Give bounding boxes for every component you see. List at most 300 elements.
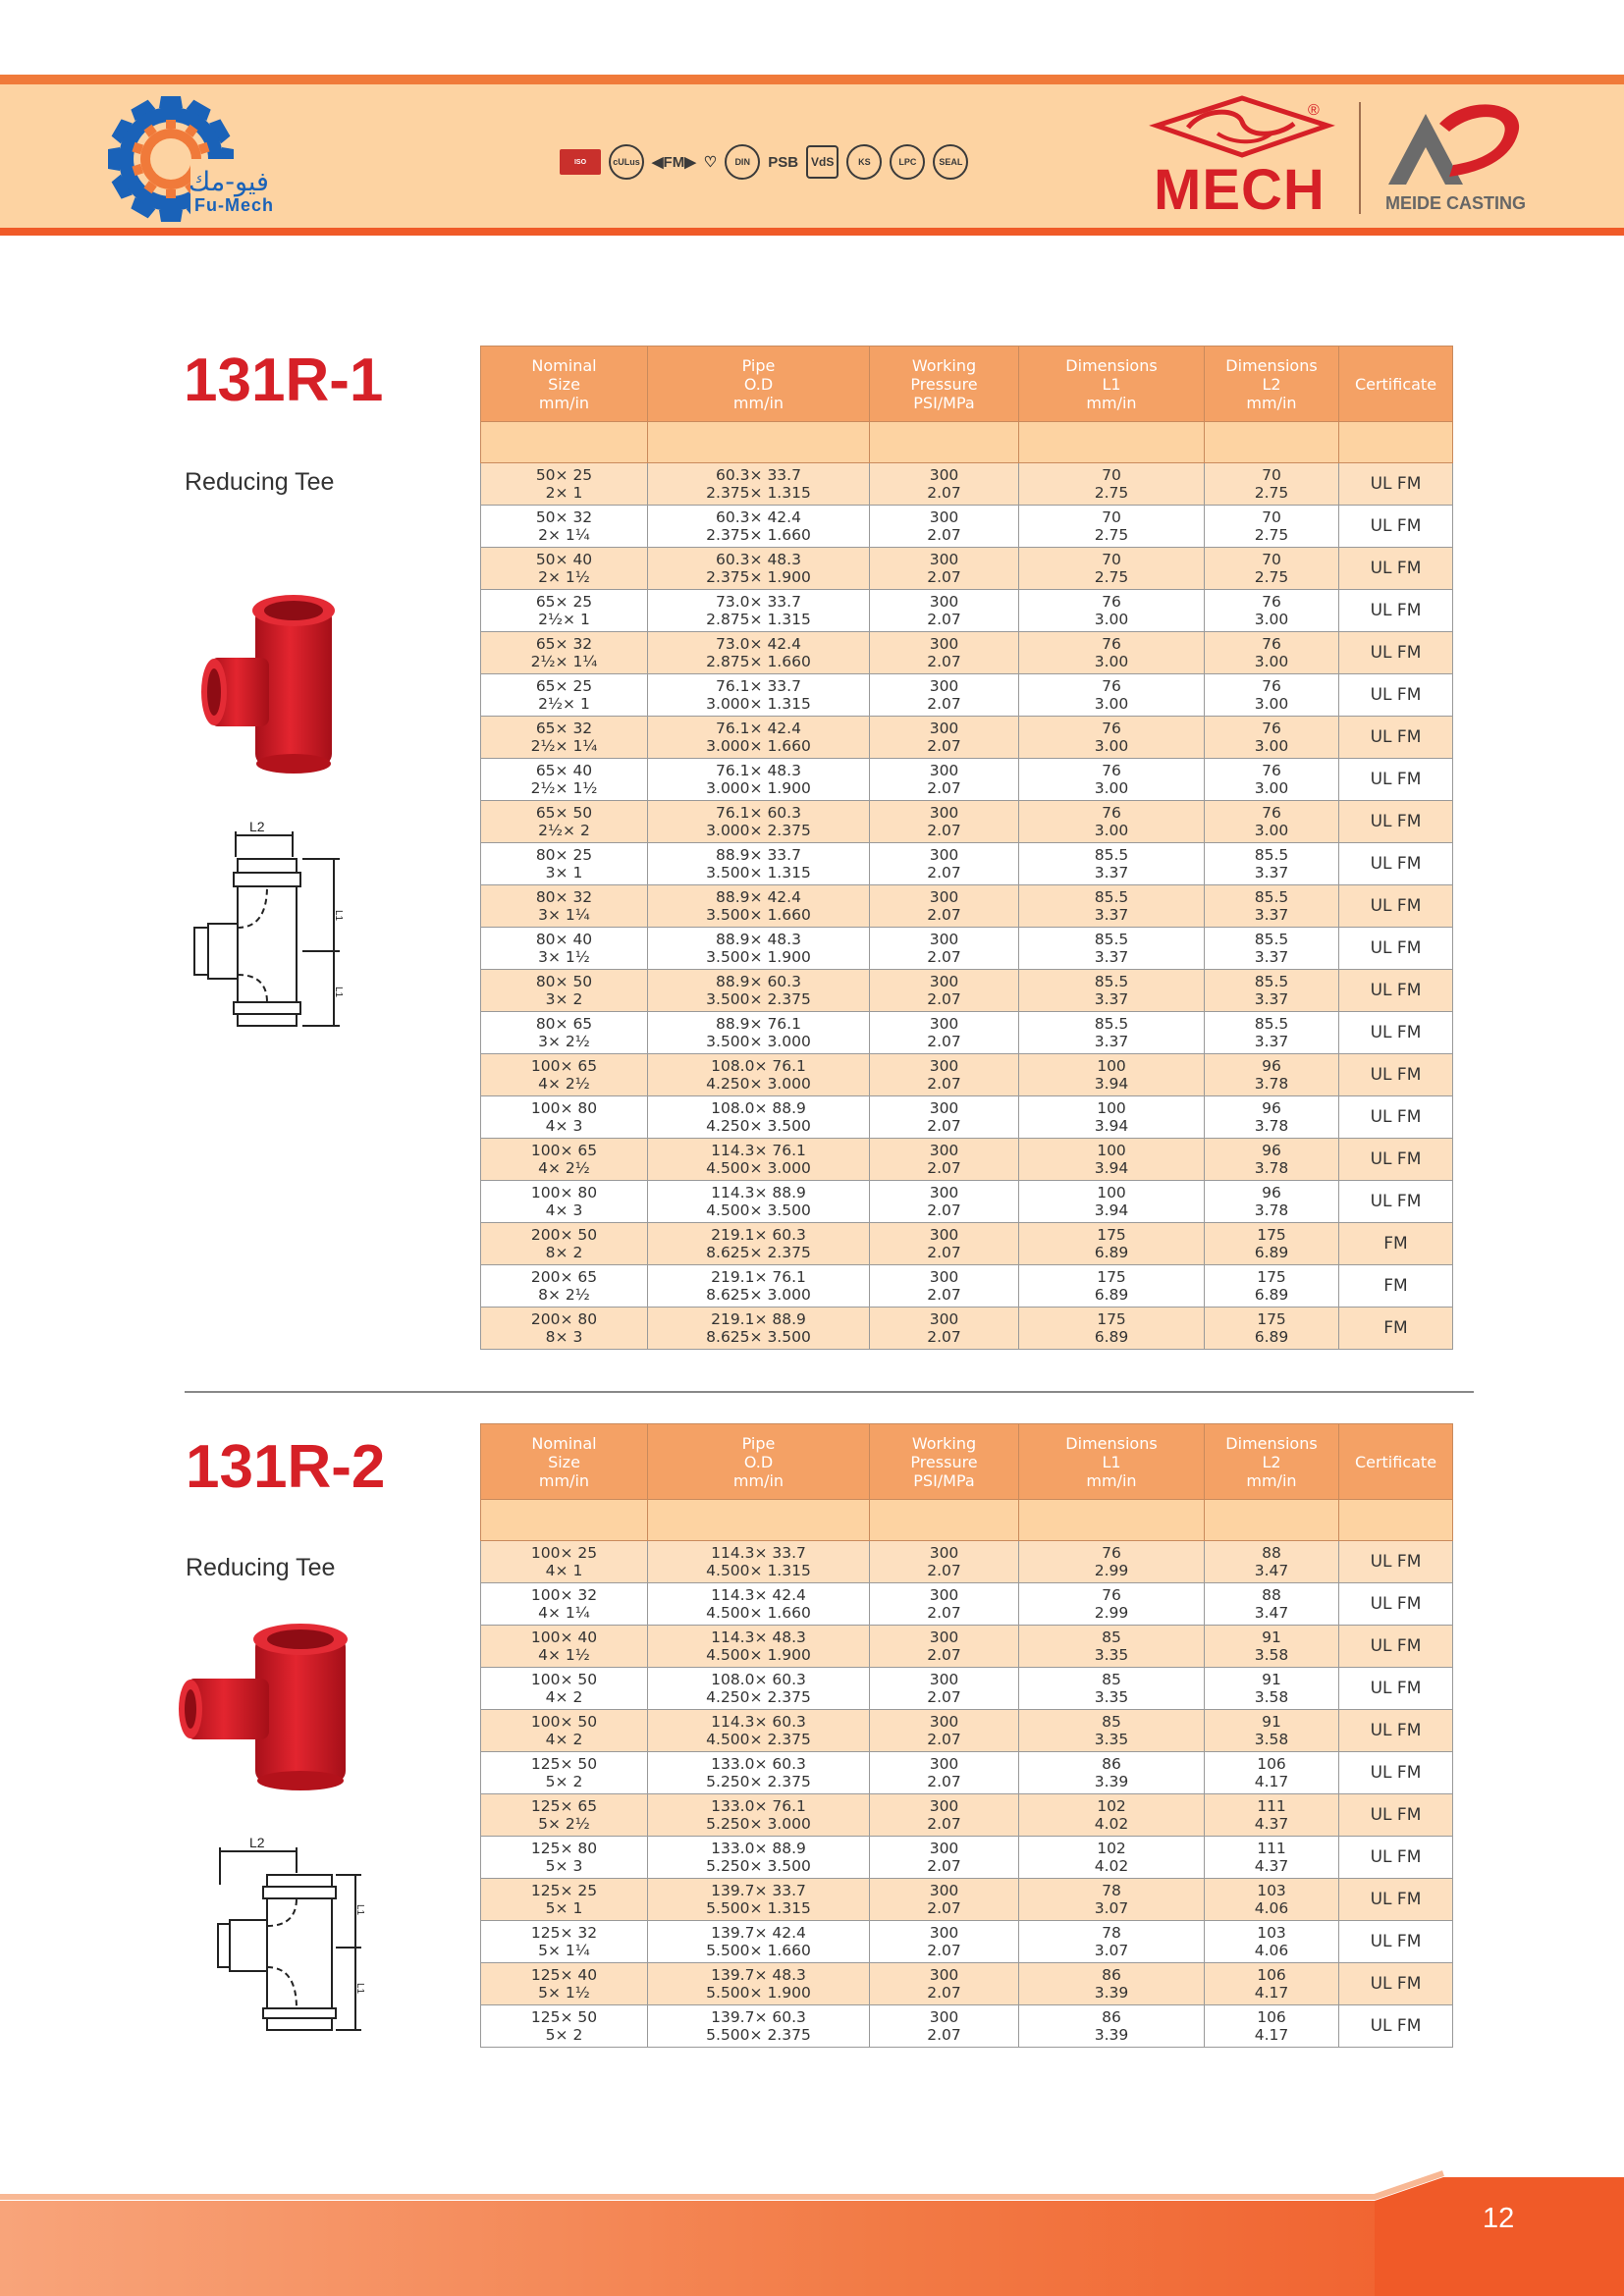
table-row bbox=[481, 1837, 1453, 1879]
metric-value: 300 bbox=[929, 931, 959, 948]
table-cell bbox=[870, 1921, 1019, 1963]
spacer-cell bbox=[1205, 1500, 1339, 1541]
imperial-value: 3.00 bbox=[1254, 822, 1289, 839]
metric-value: 175 bbox=[1257, 1310, 1286, 1328]
imperial-value: 2½× 1 bbox=[538, 695, 590, 713]
imperial-value: 2.07 bbox=[927, 1731, 961, 1748]
footer-band bbox=[0, 2177, 1624, 2296]
metric-value: 300 bbox=[929, 1015, 959, 1033]
table-cell bbox=[1205, 970, 1339, 1012]
imperial-value: 4.17 bbox=[1254, 2026, 1289, 2044]
column-header bbox=[648, 347, 870, 422]
imperial-value: 2.75 bbox=[1094, 526, 1129, 544]
column-header-line: mm/in bbox=[732, 1470, 785, 1490]
table-row bbox=[481, 759, 1453, 801]
table-cell bbox=[648, 1921, 870, 1963]
table-cell bbox=[1019, 590, 1205, 632]
reducing-tee-drawing bbox=[208, 1835, 370, 2037]
drawing-l1-label: L1 bbox=[333, 910, 344, 922]
certificate-cell: UL FM bbox=[1339, 843, 1453, 885]
table-cell bbox=[481, 928, 648, 970]
metric-value: 76 bbox=[1102, 762, 1121, 779]
table-cell bbox=[870, 970, 1019, 1012]
table-cell bbox=[1205, 1879, 1339, 1921]
imperial-value: 5.500× 1.660 bbox=[706, 1942, 811, 1959]
imperial-value: 2.07 bbox=[927, 611, 961, 628]
table-cell bbox=[648, 2005, 870, 2048]
column-header bbox=[1339, 347, 1453, 422]
certificate-cell: UL FM bbox=[1339, 506, 1453, 548]
imperial-value: 2.07 bbox=[927, 653, 961, 670]
metric-value: 85.5 bbox=[1254, 931, 1289, 948]
section-1-subtitle: Reducing Tee bbox=[185, 468, 335, 496]
table-row bbox=[481, 1054, 1453, 1096]
table-cell bbox=[1205, 1265, 1339, 1308]
certificate-cell: UL FM bbox=[1339, 970, 1453, 1012]
certificate-cell: UL FM bbox=[1339, 1752, 1453, 1794]
column-header-line: mm/in bbox=[732, 393, 785, 412]
table-cell bbox=[481, 463, 648, 506]
certificate-cell: UL FM bbox=[1339, 1583, 1453, 1626]
table-cell bbox=[1019, 1626, 1205, 1668]
metric-value: 300 bbox=[929, 1268, 959, 1286]
imperial-value: 8.625× 3.000 bbox=[706, 1286, 811, 1304]
certificate-cell: UL FM bbox=[1339, 1921, 1453, 1963]
certificate-cell: UL FM bbox=[1339, 1012, 1453, 1054]
imperial-value: 3.39 bbox=[1094, 1773, 1129, 1790]
table-cell bbox=[648, 1583, 870, 1626]
certificate-cell: UL FM bbox=[1339, 717, 1453, 759]
imperial-value: 4.500× 3.000 bbox=[706, 1159, 811, 1177]
imperial-value: 4.17 bbox=[1254, 1773, 1289, 1790]
metric-value: 85.5 bbox=[1094, 931, 1129, 948]
certificate-cell: UL FM bbox=[1339, 1710, 1453, 1752]
table-cell bbox=[1205, 1963, 1339, 2005]
metric-value: 91 bbox=[1262, 1671, 1281, 1688]
table-cell bbox=[481, 1668, 648, 1710]
column-header-line: Pipe bbox=[741, 1433, 776, 1453]
column-header-line: mm/in bbox=[538, 393, 590, 412]
metric-value: 300 bbox=[929, 846, 959, 864]
imperial-value: 5× 2 bbox=[545, 2026, 583, 2044]
table-row bbox=[481, 1626, 1453, 1668]
column-header-line: O.D bbox=[743, 374, 774, 394]
table-cell bbox=[648, 1879, 870, 1921]
metric-value: 88.9× 76.1 bbox=[716, 1015, 801, 1033]
table-cell bbox=[1205, 843, 1339, 885]
metric-value: 125× 50 bbox=[530, 2008, 598, 2026]
loss-prevention-logo: LPC bbox=[890, 144, 925, 180]
table-cell bbox=[481, 801, 648, 843]
column-header-line: Size bbox=[548, 1452, 580, 1471]
imperial-value: 3.00 bbox=[1094, 822, 1129, 839]
metric-value: 100× 80 bbox=[530, 1184, 598, 1201]
imperial-value: 3.94 bbox=[1094, 1075, 1129, 1093]
metric-value: 76 bbox=[1102, 593, 1121, 611]
metric-value: 106 bbox=[1257, 1755, 1286, 1773]
metric-value: 100× 65 bbox=[530, 1057, 598, 1075]
imperial-value: 3.58 bbox=[1254, 1731, 1289, 1748]
metric-value: 86 bbox=[1102, 1966, 1121, 1984]
ks-logo: KS bbox=[846, 144, 882, 180]
metric-value: 76 bbox=[1262, 593, 1281, 611]
table-cell bbox=[1019, 970, 1205, 1012]
meide-brand-name: MEIDE CASTING bbox=[1385, 193, 1527, 213]
imperial-value: 2½× 1½ bbox=[530, 779, 598, 797]
table-cell bbox=[648, 1794, 870, 1837]
certificate-cell: UL FM bbox=[1339, 674, 1453, 717]
imperial-value: 2× 1 bbox=[545, 484, 583, 502]
metric-value: 76.1× 42.4 bbox=[716, 720, 801, 737]
table-body bbox=[481, 422, 1453, 1350]
metric-value: 125× 40 bbox=[530, 1966, 598, 1984]
imperial-value: 3.500× 2.375 bbox=[706, 990, 811, 1008]
table-cell bbox=[648, 759, 870, 801]
column-header-line: Nominal bbox=[531, 1433, 597, 1453]
column-header-line: mm/in bbox=[1086, 1470, 1137, 1490]
section-2-subtitle: Reducing Tee bbox=[186, 1554, 336, 1581]
table-cell bbox=[1019, 632, 1205, 674]
table-row bbox=[481, 1541, 1453, 1583]
fumech-arabic-name: فيو-مك bbox=[189, 167, 269, 197]
imperial-value: 2.375× 1.315 bbox=[706, 484, 811, 502]
metric-value: 70 bbox=[1262, 466, 1281, 484]
table-cell bbox=[1019, 1308, 1205, 1350]
table-cell bbox=[1205, 928, 1339, 970]
metric-value: 70 bbox=[1102, 508, 1121, 526]
table-cell bbox=[1019, 1541, 1205, 1583]
imperial-value: 2½× 2 bbox=[538, 822, 590, 839]
imperial-value: 3.58 bbox=[1254, 1688, 1289, 1706]
column-header bbox=[1019, 347, 1205, 422]
metric-value: 96 bbox=[1262, 1099, 1281, 1117]
metric-value: 100× 50 bbox=[530, 1671, 598, 1688]
table-cell bbox=[870, 1223, 1019, 1265]
fm-approved-logo: ◀FM▶ bbox=[652, 154, 696, 171]
imperial-value: 3.00 bbox=[1094, 653, 1129, 670]
table-row bbox=[481, 463, 1453, 506]
table-cell bbox=[481, 885, 648, 928]
table-cell bbox=[870, 843, 1019, 885]
imperial-value: 2.07 bbox=[927, 484, 961, 502]
table-row bbox=[481, 843, 1453, 885]
column-header-line: Size bbox=[548, 374, 580, 394]
imperial-value: 2.07 bbox=[927, 1033, 961, 1050]
imperial-value: 2.07 bbox=[927, 1857, 961, 1875]
column-header bbox=[481, 1424, 648, 1500]
metric-value: 108.0× 76.1 bbox=[711, 1057, 806, 1075]
metric-value: 65× 50 bbox=[535, 804, 593, 822]
metric-value: 65× 25 bbox=[535, 593, 593, 611]
metric-value: 78 bbox=[1102, 1924, 1121, 1942]
certificate-cell: FM bbox=[1339, 1223, 1453, 1265]
imperial-value: 2.99 bbox=[1094, 1604, 1129, 1622]
iso-certificate-logo: ISO bbox=[560, 149, 601, 175]
metric-value: 300 bbox=[929, 508, 959, 526]
table-cell bbox=[1019, 1223, 1205, 1265]
column-header bbox=[648, 1424, 870, 1500]
imperial-value: 3× 1 bbox=[545, 864, 583, 881]
table-header-row bbox=[481, 347, 1453, 422]
imperial-value: 3.37 bbox=[1094, 1033, 1129, 1050]
column-header bbox=[1339, 1424, 1453, 1500]
imperial-value: 2.07 bbox=[927, 1075, 961, 1093]
metric-value: 175 bbox=[1097, 1226, 1126, 1244]
column-header-line: Dimensions bbox=[1225, 355, 1318, 375]
table-cell bbox=[1205, 674, 1339, 717]
certificate-cell: UL FM bbox=[1339, 548, 1453, 590]
table-cell bbox=[870, 1265, 1019, 1308]
imperial-value: 3× 2½ bbox=[538, 1033, 590, 1050]
metric-value: 65× 25 bbox=[535, 677, 593, 695]
column-header-line: PSI/MPa bbox=[913, 393, 975, 412]
table-cell bbox=[870, 1794, 1019, 1837]
imperial-value: 3.500× 1.315 bbox=[706, 864, 811, 881]
metric-value: 133.0× 88.9 bbox=[711, 1840, 806, 1857]
imperial-value: 4.06 bbox=[1254, 1942, 1289, 1959]
metric-value: 139.7× 33.7 bbox=[711, 1882, 806, 1899]
table-cell bbox=[481, 2005, 648, 2048]
imperial-value: 3.35 bbox=[1094, 1646, 1129, 1664]
metric-value: 60.3× 48.3 bbox=[716, 551, 801, 568]
metric-value: 100 bbox=[1097, 1142, 1126, 1159]
table-cell bbox=[870, 463, 1019, 506]
imperial-value: 3.37 bbox=[1094, 864, 1129, 881]
imperial-value: 4× 2½ bbox=[538, 1075, 590, 1093]
imperial-value: 4.02 bbox=[1094, 1815, 1129, 1833]
metric-value: 114.3× 76.1 bbox=[711, 1142, 806, 1159]
certificate-cell: UL FM bbox=[1339, 590, 1453, 632]
table-cell bbox=[1019, 843, 1205, 885]
imperial-value: 4.37 bbox=[1254, 1815, 1289, 1833]
column-header-line: Nominal bbox=[531, 355, 597, 375]
table-cell bbox=[870, 2005, 1019, 2048]
certificate-cell: UL FM bbox=[1339, 2005, 1453, 2048]
imperial-value: 3.500× 3.000 bbox=[706, 1033, 811, 1050]
table-cell bbox=[1019, 548, 1205, 590]
column-header-line: Dimensions bbox=[1225, 1433, 1318, 1453]
metric-value: 300 bbox=[929, 1840, 959, 1857]
spacer-cell bbox=[481, 1500, 648, 1541]
table-cell bbox=[870, 1710, 1019, 1752]
imperial-value: 2.07 bbox=[927, 737, 961, 755]
table-cell bbox=[870, 1879, 1019, 1921]
imperial-value: 3.37 bbox=[1254, 1033, 1289, 1050]
imperial-value: 2.07 bbox=[927, 1815, 961, 1833]
metric-value: 85.5 bbox=[1254, 846, 1289, 864]
column-header-line: mm/in bbox=[1246, 1470, 1297, 1490]
table-cell bbox=[481, 1541, 648, 1583]
imperial-value: 6.89 bbox=[1094, 1244, 1129, 1261]
metric-value: 133.0× 60.3 bbox=[711, 1755, 806, 1773]
table-cell bbox=[648, 1837, 870, 1879]
table-cell bbox=[481, 1626, 648, 1668]
column-header-line: L2 bbox=[1262, 1452, 1281, 1471]
column-header-line: Pressure bbox=[910, 1452, 978, 1471]
table-body bbox=[481, 1500, 1453, 2048]
registered-mark: ® bbox=[1308, 102, 1320, 119]
imperial-value: 3.37 bbox=[1254, 948, 1289, 966]
metric-value: 88.9× 33.7 bbox=[716, 846, 801, 864]
table-cell bbox=[481, 1921, 648, 1963]
table-cell bbox=[481, 1012, 648, 1054]
table-cell bbox=[1205, 1583, 1339, 1626]
table-cell bbox=[1019, 801, 1205, 843]
metric-value: 300 bbox=[929, 466, 959, 484]
table-cell bbox=[1205, 506, 1339, 548]
table-cell bbox=[1205, 1096, 1339, 1139]
table-cell bbox=[870, 632, 1019, 674]
column-header-line: mm/in bbox=[1246, 393, 1297, 412]
table-cell bbox=[648, 1054, 870, 1096]
table-cell bbox=[481, 843, 648, 885]
table-cell bbox=[481, 1963, 648, 2005]
imperial-value: 6.89 bbox=[1094, 1328, 1129, 1346]
metric-value: 300 bbox=[929, 1966, 959, 1984]
table-cell bbox=[1205, 1012, 1339, 1054]
table-cell bbox=[870, 885, 1019, 928]
metric-value: 100× 50 bbox=[530, 1713, 598, 1731]
imperial-value: 3.000× 1.660 bbox=[706, 737, 811, 755]
imperial-value: 3× 1½ bbox=[538, 948, 590, 966]
table-cell bbox=[1019, 1710, 1205, 1752]
imperial-value: 3.00 bbox=[1094, 737, 1129, 755]
metric-value: 85 bbox=[1102, 1629, 1121, 1646]
table-cell bbox=[870, 801, 1019, 843]
metric-value: 175 bbox=[1257, 1226, 1286, 1244]
column-header bbox=[1205, 347, 1339, 422]
imperial-value: 2.07 bbox=[927, 568, 961, 586]
imperial-value: 2.75 bbox=[1094, 484, 1129, 502]
table-cell bbox=[870, 717, 1019, 759]
table-cell bbox=[870, 759, 1019, 801]
column-header-line: L2 bbox=[1262, 374, 1281, 394]
table-cell bbox=[870, 1752, 1019, 1794]
imperial-value: 3.000× 1.315 bbox=[706, 695, 811, 713]
column-header-line: Dimensions bbox=[1065, 1433, 1158, 1453]
imperial-value: 3.500× 1.900 bbox=[706, 948, 811, 966]
metric-value: 88.9× 48.3 bbox=[716, 931, 801, 948]
imperial-value: 3.500× 1.660 bbox=[706, 906, 811, 924]
table-cell bbox=[870, 1541, 1019, 1583]
meide-casting-logo bbox=[1380, 96, 1528, 194]
metric-value: 175 bbox=[1097, 1310, 1126, 1328]
metric-value: 125× 32 bbox=[530, 1924, 598, 1942]
table-cell bbox=[481, 548, 648, 590]
certificate-cell: UL FM bbox=[1339, 1794, 1453, 1837]
table-row bbox=[481, 1921, 1453, 1963]
imperial-value: 2.07 bbox=[927, 1984, 961, 2002]
table-cell bbox=[1019, 1921, 1205, 1963]
metric-value: 111 bbox=[1257, 1797, 1286, 1815]
metric-value: 86 bbox=[1102, 2008, 1121, 2026]
column-header bbox=[481, 347, 648, 422]
section-1-code: 131R-1 bbox=[184, 347, 384, 414]
metric-value: 76.1× 48.3 bbox=[716, 762, 801, 779]
metric-value: 125× 80 bbox=[530, 1840, 598, 1857]
imperial-value: 2.07 bbox=[927, 1159, 961, 1177]
imperial-value: 3.00 bbox=[1094, 611, 1129, 628]
reducing-tee-drawing bbox=[187, 819, 358, 1036]
table-cell bbox=[1019, 885, 1205, 928]
table-row bbox=[481, 1794, 1453, 1837]
table-cell bbox=[481, 1837, 648, 1879]
table-cell bbox=[1205, 1710, 1339, 1752]
table-cell bbox=[648, 1223, 870, 1265]
table-cell bbox=[870, 1096, 1019, 1139]
table-row bbox=[481, 1181, 1453, 1223]
table-cell bbox=[1019, 1054, 1205, 1096]
table-cell bbox=[1205, 759, 1339, 801]
table-cell bbox=[1205, 885, 1339, 928]
metric-value: 100× 40 bbox=[530, 1629, 598, 1646]
imperial-value: 4.500× 3.500 bbox=[706, 1201, 811, 1219]
imperial-value: 2.375× 1.660 bbox=[706, 526, 811, 544]
metric-value: 86 bbox=[1102, 1755, 1121, 1773]
header-top-stripe bbox=[0, 75, 1624, 84]
metric-value: 70 bbox=[1102, 466, 1121, 484]
table-cell bbox=[1205, 548, 1339, 590]
metric-value: 100× 65 bbox=[530, 1142, 598, 1159]
imperial-value: 5.500× 1.900 bbox=[706, 1984, 811, 2002]
metric-value: 114.3× 88.9 bbox=[711, 1184, 806, 1201]
table-cell bbox=[481, 674, 648, 717]
table-cell bbox=[1019, 2005, 1205, 2048]
table-cell bbox=[1019, 1012, 1205, 1054]
column-header-line: Dimensions bbox=[1065, 355, 1158, 375]
imperial-value: 2.07 bbox=[927, 1604, 961, 1622]
table-row bbox=[481, 1710, 1453, 1752]
imperial-value: 2.07 bbox=[927, 948, 961, 966]
table-cell bbox=[1019, 1139, 1205, 1181]
metric-value: 106 bbox=[1257, 1966, 1286, 1984]
metric-value: 133.0× 76.1 bbox=[711, 1797, 806, 1815]
metric-value: 73.0× 33.7 bbox=[716, 593, 801, 611]
table-cell bbox=[648, 632, 870, 674]
metric-value: 300 bbox=[929, 1142, 959, 1159]
table-row bbox=[481, 717, 1453, 759]
metric-value: 300 bbox=[929, 1797, 959, 1815]
metric-value: 139.7× 60.3 bbox=[711, 2008, 806, 2026]
reducing-tee-photo bbox=[196, 589, 344, 777]
metric-value: 219.1× 76.1 bbox=[711, 1268, 806, 1286]
imperial-value: 5× 3 bbox=[545, 1857, 583, 1875]
imperial-value: 4.250× 3.000 bbox=[706, 1075, 811, 1093]
metric-value: 65× 32 bbox=[535, 720, 593, 737]
metric-value: 175 bbox=[1097, 1268, 1126, 1286]
imperial-value: 3.37 bbox=[1094, 948, 1129, 966]
table-cell bbox=[870, 1054, 1019, 1096]
spacer-cell bbox=[648, 422, 870, 463]
table-cell bbox=[648, 843, 870, 885]
imperial-value: 3.78 bbox=[1254, 1201, 1289, 1219]
table-cell bbox=[870, 590, 1019, 632]
metric-value: 85.5 bbox=[1094, 888, 1129, 906]
table-cell bbox=[648, 463, 870, 506]
metric-value: 300 bbox=[929, 1310, 959, 1328]
table-cell bbox=[870, 1668, 1019, 1710]
certificate-cell: UL FM bbox=[1339, 885, 1453, 928]
metric-value: 70 bbox=[1262, 508, 1281, 526]
imperial-value: 2.75 bbox=[1254, 526, 1289, 544]
column-header-line: L1 bbox=[1102, 1452, 1121, 1471]
table-cell bbox=[870, 1308, 1019, 1350]
imperial-value: 8× 3 bbox=[545, 1328, 583, 1346]
metric-value: 50× 25 bbox=[535, 466, 593, 484]
imperial-value: 2.99 bbox=[1094, 1562, 1129, 1579]
certificate-cell: UL FM bbox=[1339, 928, 1453, 970]
cert-seal-logo: SEAL bbox=[933, 144, 968, 180]
